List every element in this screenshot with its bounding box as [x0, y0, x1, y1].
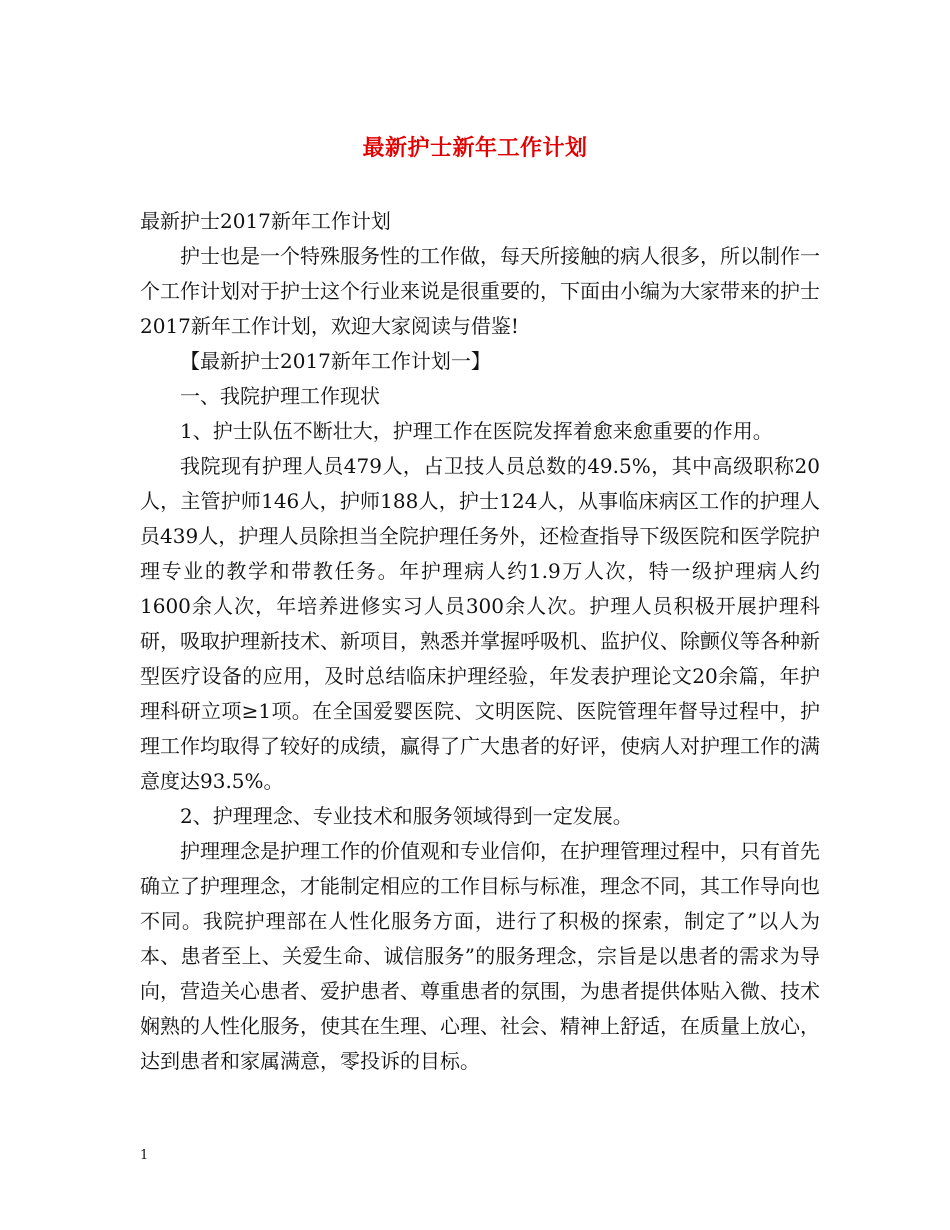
- body-paragraph-2: 护理理念是护理工作的价值观和专业信仰，在护理管理过程中，只有首先确立了护理理念，才能制定相应的工作目标与标准，理念不同，其工作导向也不同。我院护理部在人性化服务方面，进行了积极的探索，制定了”以人为本、患者至上、关爱生命、诚信服务”的服务理念，宗旨是以患者的需求为导向，营造关心患者、爱护患者、尊重患者的氛围，为患者提供体贴入微、技术娴熟的人性化服务，使其在生理、心理、社会、精神上舒适，在质量上放心，达到患者和家属满意，零投诉的目标。: [140, 839, 820, 1073]
- section-heading: 【最新护士2017新年工作计划一】: [180, 349, 491, 373]
- document-body: [140, 204, 820, 1079]
- subsection-heading: 一、我院护理工作现状: [180, 384, 380, 408]
- point-heading-2: 2、护理理念、专业技术和服务领域得到一定发展。: [180, 804, 633, 828]
- subtitle-paragraph: 最新护士2017新年工作计划: [140, 209, 391, 233]
- point-heading-1: 1、护士队伍不断壮大，护理工作在医院发挥着愈来愈重要的作用。: [180, 419, 773, 443]
- intro-paragraph: 护士也是一个特殊服务性的工作做，每天所接触的病人很多，所以制作一个工作计划对于护士这个行业来说是很重要的，下面由小编为大家带来的护士2017新年工作计划，欢迎大家阅读与借鉴!: [140, 244, 820, 338]
- page-number: 1: [140, 1148, 149, 1163]
- document-title: 最新护士新年工作计划: [362, 135, 588, 161]
- body-paragraph-1: 我院现有护理人员479人，占卫技人员总数的49.5%，其中高级职称20人，主管护师146人，护师188人，护士124人，从事临床病区工作的护理人员439人，护理人员除担当全院护理任务外，还检查指导下级医院和医学院护理专业的教学和带教任务。年护理病人约1.9万人次，特一级护理病人约1600余人次，年培养进修实习人员300余人次。护理人员积极开展护理科研，吸取护理新技术、新项目，熟悉并掌握呼吸机、监护仪、除颤仪等各种新型医疗设备的应用，及时总结临床护理经验，年发表护理论文20余篇，年护理科研立项≥1项。在全国爱婴医院、文明医院、医院管理年督导过程中，护理工作均取得了较好的成绩，赢得了广大患者的好评，使病人对护理工作的满意度达93.5%。: [140, 454, 820, 793]
